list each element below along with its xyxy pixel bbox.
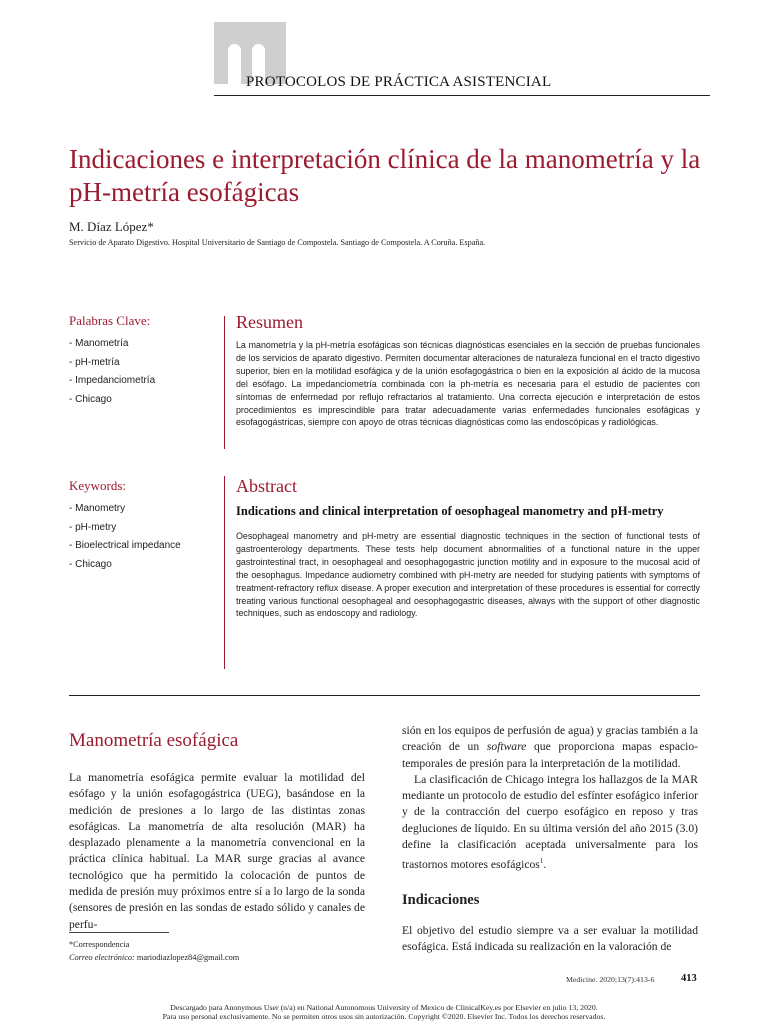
keyword-item: - Manometría [69, 338, 129, 349]
abstract-text: Oesophageal manometry and pH-metry are essential diagnostic techniques in the section of functional tests of gastroenterology departments. These tests help document abnormalities of a functional nature in the upper gastrointestinal tract, in oesophageal and oesophagogastric junction motility and in exposure to the mucosal acid of the oesophagus. Impedance audiometry combined with pH-metry are needed for studying patients with symptoms of treatment-refractory reflux disease. A proper execution and interpretation of these procedures is essential for correctly treating various functional oesophageal and oesophagogastric diseases, always with the support of other diagnostic techniques, such as endoscopy and radiology. [236, 531, 700, 619]
section-heading: Manometría esofágica [69, 730, 239, 751]
abstract-heading: Abstract [236, 476, 297, 496]
text-run: . [543, 858, 547, 872]
email-link[interactable]: mariodiazlopez84@gmail.com [136, 953, 240, 962]
body-left-column [69, 730, 365, 933]
keyword-item: - Bioelectrical impedance [69, 540, 181, 551]
author-affiliation: Servicio de Aparato Digestivo. Hospital Universitario de Santiago de Compostela. Santiago de Compostela. A Coruña. España. [69, 238, 486, 247]
footnote-divider [69, 932, 169, 933]
keywords-en-heading: Keywords: [69, 478, 127, 493]
body-paragraph: El objetivo del estudio siempre va a ser evaluar la motilidad esofágica. Está indicada su realización en la valoración de [402, 923, 698, 953]
disclaimer-line: Descargado para Anonymous User (n/a) en National Autonomous University of Mexico de ClinicalKey.es por Elsevier en julio 13, 2020. [170, 1003, 598, 1012]
keywords-en-panel [69, 478, 219, 574]
journal-citation: Medicine. 2020;13(7):413-6 [566, 975, 655, 984]
correspondence-note [69, 938, 239, 964]
body-paragraph [402, 723, 698, 772]
keywords-es-heading: Palabras Clave: [69, 313, 151, 328]
abstract-section [236, 476, 700, 620]
resumen-section [236, 312, 700, 429]
text-run: La clasificación de Chicago integra los hallazgos de la MAR mediante un protocolo de estudio del esfínter esofágico inferior y de la contracción del cuerpo esofágico en reposo y tras degluciones de líquido. En su última versión del año 2015 (3.0) define la clasificación aceptada universalmente para los trastornos motores esofágicos [402, 772, 698, 872]
keyword-item: - Chicago [69, 558, 112, 570]
keyword-item: - Impedanciometría [69, 375, 156, 386]
keyword-item: - Chicago [69, 393, 112, 405]
disclaimer-line: Para uso personal exclusivamente. No se permiten otros usos sin autorización. Copyright ©2020. Elsevier Inc. Todos los derechos reservados. [162, 1012, 606, 1022]
abstract-title: Indications and clinical interpretation of oesophageal manometry and pH-metry [236, 504, 664, 518]
article-title: Indicaciones e interpretación clínica de la manometría y la pH-metría esofágicas [69, 144, 701, 207]
keyword-item: - pH-metría [69, 356, 120, 368]
keyword-item: - pH-metry [69, 521, 117, 533]
body-paragraph: La manometría esofágica permite evaluar la motilidad del esófago y la unión esofagogástrica (UEG), basándose en la medición de presiones a lo largo de las distintas zonas esofágicas. La manometría de alta resolución (MAR) ha desplazado plenamente a la manometría convencional en la práctica clínica habitual. La MAR surge gracias al avance tecnológico que ha permitido la colocación de puntos de medida de presión muy próximos entre sí a lo largo de la sonda (sensores de presión en las sondas de estado sólido y canales de perfu- [69, 771, 365, 931]
body-right-column [402, 723, 698, 955]
subsection-heading: Indicaciones [402, 891, 480, 908]
abstract-divider [224, 476, 225, 669]
resumen-divider [224, 316, 225, 449]
text-run: que proporciona mapas espacio-temporales de presión para la interpretación de la motilidad. [402, 740, 699, 770]
keywords-es-panel [69, 313, 219, 409]
header-divider [214, 95, 710, 96]
italic-term: software [486, 740, 527, 754]
email-label: Correo electrónico: [69, 953, 135, 962]
correspondence-label: *Correspondencia [69, 940, 130, 949]
keyword-item: - Manometry [69, 503, 126, 514]
text-run: sión en los equipos de perfusión de agua) y gracias también a la creación de un [402, 724, 698, 754]
article-author: M. Díaz López* [69, 219, 154, 234]
download-disclaimer [0, 1003, 768, 1022]
resumen-heading: Resumen [236, 312, 303, 332]
page-number: 413 [681, 973, 697, 984]
body-paragraph [402, 772, 698, 874]
reference-marker[interactable]: 1 [539, 857, 544, 866]
body-divider [69, 695, 700, 696]
section-tag: PROTOCOLOS DE PRÁCTICA ASISTENCIAL [246, 74, 552, 90]
correspondence-email-line [69, 951, 239, 964]
logo-notch [228, 44, 241, 84]
resumen-text: La manometría y la pH-metría esofágicas son técnicas diagnósticas esenciales en la sección de pruebas funcionales de los servicios de aparato digestivo. Permiten documentar alteraciones de naturaleza funcional en el tracto digestivo superior, bien en la motilidad esofágica y de la unión esofagogástrica o bien en la exposición al ácido de la mucosa del esófago. La impedanciometría combinada con la ph-metría es necesaria para el estudio de pacientes con síntomas de enfermedad por reflujo refractarios al tratamiento. Una correcta ejecución e interpretación de estos procedimientos es imprescindible para tratar adecuadamente varias enfermedades funcionales esofágicas y esofagogástricas, siempre con apoyo de otras técnicas diagnósticas como las endoscópicas y radiológicas. [236, 340, 700, 428]
